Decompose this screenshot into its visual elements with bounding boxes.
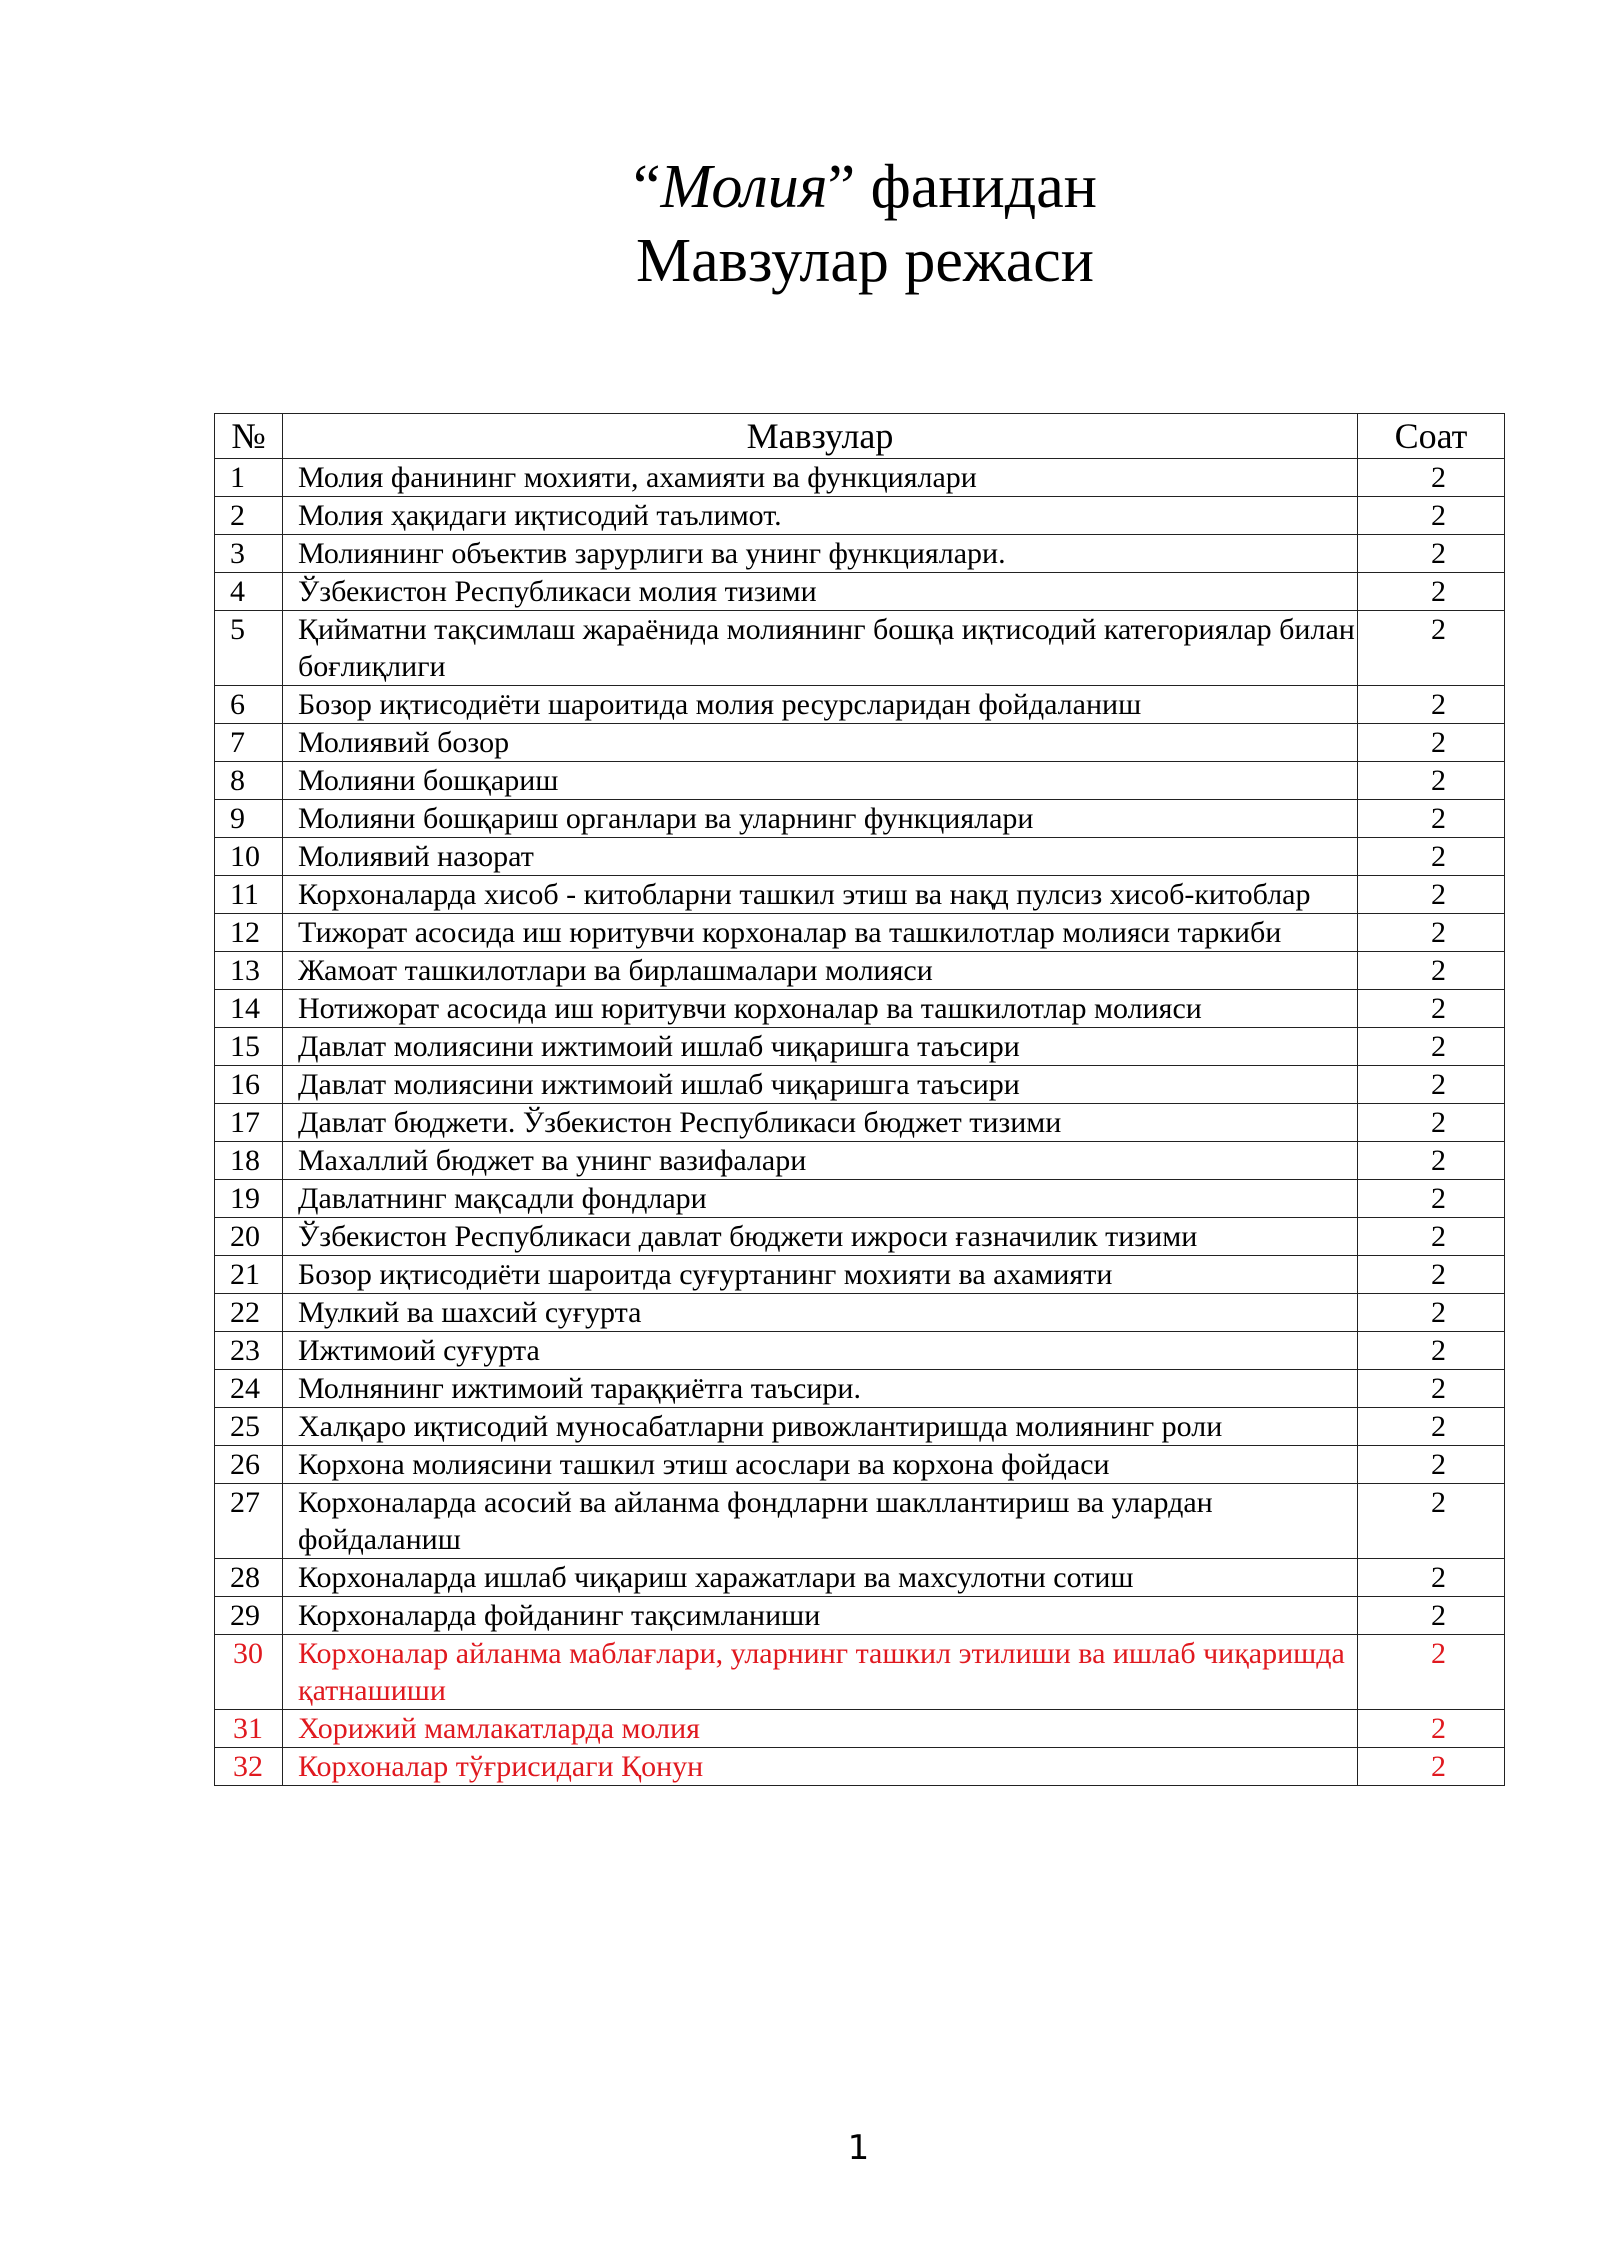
title-open-quote: “ [633,153,661,221]
row-topic: Давлат молиясини ижтимоий ишлаб чиқаришга таъсири [283,1066,1358,1104]
title-close-quote: ” [827,153,856,221]
row-topic: Молиявий назорат [283,838,1358,876]
table-row [215,1294,1505,1332]
row-hours: 2 [1358,876,1505,914]
table-row [215,459,1505,497]
page-number: 1 [847,2128,870,2168]
table-row [215,686,1505,724]
row-number: 5 [215,611,283,686]
row-hours: 2 [1358,573,1505,611]
row-number: 25 [215,1408,283,1446]
row-topic: Молия фанининг мохияти, ахамияти ва функциялари [283,459,1358,497]
row-topic: Молиянинг объектив зарурлиги ва унинг функциялари. [283,535,1358,573]
row-number: 12 [215,914,283,952]
row-hours: 2 [1358,1028,1505,1066]
row-number: 29 [215,1597,283,1635]
row-hours: 2 [1358,1294,1505,1332]
row-hours: 2 [1358,1748,1505,1786]
row-hours: 2 [1358,1635,1505,1710]
row-topic: Корхоналар айланма маблағлари, уларнинг ташкил этилиши ва ишлаб чиқаришда қатнашиши [283,1635,1358,1710]
row-number: 26 [215,1446,283,1484]
row-hours: 2 [1358,1332,1505,1370]
row-topic: Корхоналарда фойданинг тақсимланиши [283,1597,1358,1635]
row-number: 18 [215,1142,283,1180]
table-header-row [215,414,1505,459]
table-row [215,1142,1505,1180]
table-row [215,1710,1505,1748]
row-hours: 2 [1358,1142,1505,1180]
row-topic: Ўзбекистон Республикаси давлат бюджети ижроси ғазначилик тизими [283,1218,1358,1256]
row-hours: 2 [1358,1218,1505,1256]
row-hours: 2 [1358,1104,1505,1142]
table-row [215,1028,1505,1066]
row-topic: Корхона молиясини ташкил этиш асослари ва корхона фойдаси [283,1446,1358,1484]
table-row [215,1370,1505,1408]
row-topic: Молия ҳақидаги иқтисодий таълимот. [283,497,1358,535]
row-hours: 2 [1358,1066,1505,1104]
row-topic: Ижтимоий суғурта [283,1332,1358,1370]
row-number: 19 [215,1180,283,1218]
row-number: 31 [215,1710,283,1748]
document-title [0,150,1600,298]
row-number: 3 [215,535,283,573]
table-row [215,724,1505,762]
row-topic: Давлат молиясини ижтимоий ишлаб чиқаришга таъсири [283,1028,1358,1066]
row-topic: Жамоат ташкилотлари ва бирлашмалари молияси [283,952,1358,990]
row-topic: Давлат бюджети. Ўзбекистон Республикаси бюджет тизими [283,1104,1358,1142]
row-hours: 2 [1358,762,1505,800]
row-number: 14 [215,990,283,1028]
row-number: 32 [215,1748,283,1786]
row-number: 22 [215,1294,283,1332]
row-topic: Корхоналарда ишлаб чиқариш харажатлари ва махсулотни сотиш [283,1559,1358,1597]
row-hours: 2 [1358,1180,1505,1218]
table-row [215,1104,1505,1142]
row-number: 7 [215,724,283,762]
table-row [215,1256,1505,1294]
table-row [215,800,1505,838]
row-number: 13 [215,952,283,990]
header-hours: Соат [1358,414,1505,459]
row-number: 23 [215,1332,283,1370]
row-topic: Корхоналар тўғрисидаги Қонун [283,1748,1358,1786]
table-row [215,876,1505,914]
row-number: 17 [215,1104,283,1142]
row-number: 8 [215,762,283,800]
header-topic: Мавзулар [283,414,1358,459]
table-row [215,1484,1505,1559]
table-row [215,1635,1505,1710]
table-row [215,762,1505,800]
row-number: 6 [215,686,283,724]
row-number: 1 [215,459,283,497]
row-hours: 2 [1358,724,1505,762]
row-number: 16 [215,1066,283,1104]
row-number: 21 [215,1256,283,1294]
row-hours: 2 [1358,990,1505,1028]
row-number: 4 [215,573,283,611]
table-row [215,611,1505,686]
row-hours: 2 [1358,611,1505,686]
row-hours: 2 [1358,800,1505,838]
row-topic: Тижорат асосида иш юритувчи корхоналар ва ташкилотлар молияси таркиби [283,914,1358,952]
table-row [215,1748,1505,1786]
row-number: 15 [215,1028,283,1066]
title-line1 [633,153,1097,221]
row-hours: 2 [1358,914,1505,952]
table-row [215,1218,1505,1256]
row-topic: Корхоналарда асосий ва айланма фондларни шакллантириш ва улардан фойдаланиш [283,1484,1358,1559]
title-line2: Мавзулар режаси [636,227,1094,295]
row-topic: Мулкий ва шахсий суғурта [283,1294,1358,1332]
row-number: 11 [215,876,283,914]
table-row [215,1559,1505,1597]
row-hours: 2 [1358,952,1505,990]
row-number: 24 [215,1370,283,1408]
row-number: 9 [215,800,283,838]
row-hours: 2 [1358,1256,1505,1294]
row-topic: Ўзбекистон Республикаси молия тизими [283,573,1358,611]
table-row [215,952,1505,990]
row-hours: 2 [1358,1597,1505,1635]
topics-table [214,413,1505,1786]
title-suffix: фанидан [855,153,1097,221]
row-hours: 2 [1358,1408,1505,1446]
table-row [215,990,1505,1028]
row-topic: Махаллий бюджет ва унинг вазифалари [283,1142,1358,1180]
row-number: 30 [215,1635,283,1710]
row-hours: 2 [1358,1710,1505,1748]
row-topic: Нотижорат асосида иш юритувчи корхоналар ва ташкилотлар молияси [283,990,1358,1028]
table-row [215,914,1505,952]
row-hours: 2 [1358,1446,1505,1484]
row-topic: Хорижий мамлакатларда молия [283,1710,1358,1748]
row-number: 27 [215,1484,283,1559]
row-number: 28 [215,1559,283,1597]
table-row [215,573,1505,611]
table-row [215,1446,1505,1484]
row-topic: Қийматни тақсимлаш жараёнида молиянинг бошқа иқтисодий категориялар билан боғлиқлиги [283,611,1358,686]
title-subject: Молия [660,153,828,221]
row-topic: Бозор иқтисодиёти шароитида молия ресурсларидан фойдаланиш [283,686,1358,724]
row-number: 20 [215,1218,283,1256]
row-hours: 2 [1358,1484,1505,1559]
table-row [215,838,1505,876]
row-hours: 2 [1358,1370,1505,1408]
row-topic: Халқаро иқтисодий муносабатларни ривожлантиришда молиянинг роли [283,1408,1358,1446]
row-hours: 2 [1358,497,1505,535]
row-hours: 2 [1358,838,1505,876]
table-body [215,459,1505,1786]
row-topic: Бозор иқтисодиёти шароитда суғуртанинг мохияти ва ахамияти [283,1256,1358,1294]
row-hours: 2 [1358,535,1505,573]
row-topic: Молияни бошқариш [283,762,1358,800]
row-number: 10 [215,838,283,876]
row-topic: Корхоналарда хисоб - китобларни ташкил этиш ва нақд пулсиз хисоб-китоблар [283,876,1358,914]
row-topic: Молияни бошқариш органлари ва уларнинг функциялари [283,800,1358,838]
row-number: 2 [215,497,283,535]
row-topic: Молиявий бозор [283,724,1358,762]
table-row [215,1180,1505,1218]
header-num: № [215,414,283,459]
table-row [215,1597,1505,1635]
table-row [215,535,1505,573]
row-hours: 2 [1358,459,1505,497]
table-row [215,1332,1505,1370]
table-row [215,1066,1505,1104]
table-row [215,497,1505,535]
row-hours: 2 [1358,1559,1505,1597]
row-topic: Молнянинг ижтимоий тараққиётга таъсири. [283,1370,1358,1408]
row-hours: 2 [1358,686,1505,724]
row-topic: Давлатнинг мақсадли фондлари [283,1180,1358,1218]
table-row [215,1408,1505,1446]
